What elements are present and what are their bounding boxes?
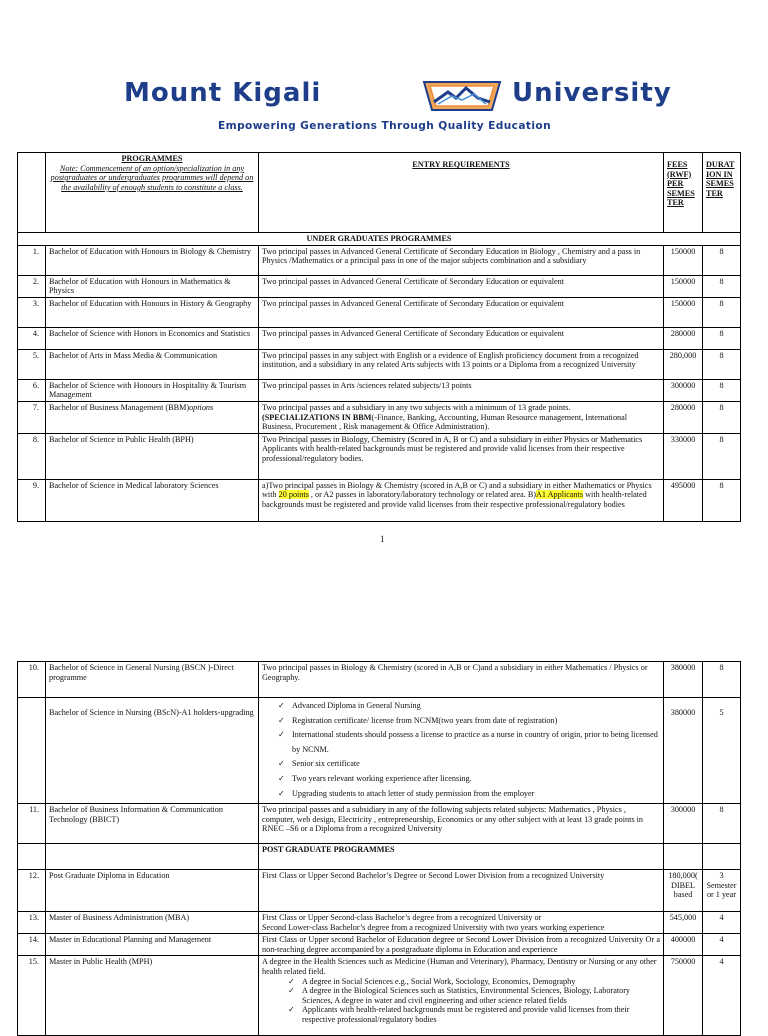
header-programmes: PROGRAMMES <box>121 154 183 163</box>
fee-value: 150000 <box>664 275 703 297</box>
header-fees: FEES (RWF) PER SEMES TER <box>667 160 695 208</box>
check-icon: ✓ <box>278 701 285 710</box>
programme-name: Master of Business Administration (MBA) <box>46 912 259 934</box>
row-number: 9. <box>18 479 46 521</box>
table-row <box>18 275 741 297</box>
programmes-table-page-2 <box>17 661 741 1036</box>
check-icon: ✓ <box>288 1005 295 1015</box>
list-item <box>278 787 660 802</box>
requirement-text: Two Principal passes in Biology, Chemistry (Scored in A, B or C) and a subsidiary in either Physics or Mathematics <box>262 434 643 444</box>
list-item <box>288 1005 660 1024</box>
programme-name: Bachelor of Business Information & Communication Technology (BBICT) <box>46 804 259 844</box>
fee-value: 750000 <box>664 956 703 1036</box>
header-entry-cell <box>259 153 664 233</box>
requirement-text-b: , or A2 passes in laboratory/laboratory technology or related area. B) <box>308 490 537 500</box>
programme-name: Bachelor of Science in Nursing (BScN)-A1 holders-upgrading <box>46 698 259 804</box>
entry-requirement <box>259 912 664 934</box>
duration-value: 8 <box>703 275 741 297</box>
page-number: 1 <box>380 534 385 544</box>
entry-requirement: Two principal passes in Advanced General Certificate of Secondary Education or equivalent <box>259 327 664 349</box>
duration-value: 8 <box>703 433 741 479</box>
table-row <box>18 698 741 804</box>
table-row <box>18 349 741 379</box>
requirement-text: a)Two principal passes in Biology & Chemistry (scored in A,B or C) and a subsidiary in either Mathematics or Physics with <box>262 480 652 500</box>
row-number: 15. <box>18 956 46 1036</box>
section-undergraduate: UNDER GRADUATES PROGRAMMES <box>18 233 741 246</box>
fee-value: 330000 <box>664 433 703 479</box>
programme-name: Bachelor of Education with Honours in Mathematics & Physics <box>46 275 259 297</box>
programme-name: Bachelor of Science with Honors in Economics and Statistics <box>46 327 259 349</box>
list-item-text: Advanced Diploma in General Nursing <box>292 701 421 710</box>
section-row <box>18 844 741 870</box>
requirement-note: Applicants with health-related backgrounds must be registered and provide valid licenses from their respective professional/regulatory bodies. <box>262 444 625 463</box>
row-number <box>18 698 46 804</box>
entry-requirement: Two principal passes in Advanced General Certificate of Secondary Education or equivalent <box>259 297 664 327</box>
row-number: 12. <box>18 870 46 912</box>
list-item-text: A degree in Social Sciences e.g., Social Work, Sociology, Economics, Demography <box>302 976 576 986</box>
fee-value: 380000 <box>664 698 703 804</box>
duration-value: 4 <box>703 934 741 956</box>
section-duration-cell <box>703 844 741 870</box>
row-number: 10. <box>18 662 46 698</box>
entry-requirement: Two principal passes in any subject with English or a evidence of English proficiency document from a recognized institution, and a subsidiary in any related Arts subjects with 13 points or a Diploma from a recognized University <box>259 349 664 379</box>
duration-value: 3 Semester or 1 year <box>703 870 741 912</box>
row-number: 3. <box>18 297 46 327</box>
table-row <box>18 245 741 275</box>
entry-requirement: Two principal passes in Arts /sciences related subjects/13 points <box>259 379 664 401</box>
programme-name: Bachelor of Arts in Mass Media & Communication <box>46 349 259 379</box>
row-number: 6. <box>18 379 46 401</box>
check-icon: ✓ <box>278 715 285 725</box>
duration-value: 5 <box>703 698 741 804</box>
fee-value: 280,000 <box>664 349 703 379</box>
section-row <box>18 233 741 246</box>
entry-requirement: Two principal passes and a subsidiary in any of the following subjects related subjects: Mathematics , Physics , computer, web design, Electricity , entrepreneurship, Economics or any other subject with at least 13 grade points in RNEC –S6 or a Diploma from a recognized University <box>259 804 664 844</box>
duration-value: 4 <box>703 956 741 1036</box>
table-row <box>18 870 741 912</box>
check-icon: ✓ <box>278 759 285 769</box>
check-icon: ✓ <box>288 986 295 996</box>
row-number: 1. <box>18 245 46 275</box>
list-item <box>278 714 660 729</box>
row-number: 14. <box>18 934 46 956</box>
programme-name: Master in Educational Planning and Management <box>46 934 259 956</box>
header-no-cell <box>18 153 46 233</box>
logo-tagline: Empowering Generations Through Quality Education <box>218 120 552 132</box>
programme-name: Bachelor of Education with Honours in Biology & Chemistry <box>46 245 259 275</box>
list-item-text: Registration certificate/ license from NCNM(two years from date of registration) <box>292 715 558 725</box>
duration-value: 8 <box>703 804 741 844</box>
header-fees-cell <box>664 153 703 233</box>
highlighted-a1-applicants: A1 Applicants <box>536 490 584 500</box>
row-number: 11. <box>18 804 46 844</box>
list-item <box>288 986 660 1005</box>
programme-name-text: Bachelor of Business Management (BBM) <box>49 402 190 412</box>
fee-value: 300000 <box>664 379 703 401</box>
logo-word-mount-kigali: Mount Kigali <box>124 78 322 108</box>
table-row <box>18 297 741 327</box>
university-logo <box>120 74 740 138</box>
duration-value: 8 <box>703 662 741 698</box>
requirement-text-2: Second Lower-class Bachelor’s degree from a recognized University with two years working experience <box>262 922 605 932</box>
section-no-cell <box>18 844 46 870</box>
table-row <box>18 662 741 698</box>
row-number: 4. <box>18 327 46 349</box>
entry-requirement <box>259 698 664 804</box>
entry-requirement: Two principal passes in Advanced General Certificate of Secondary Education or equivalent <box>259 275 664 297</box>
section-programme-cell <box>46 844 259 870</box>
entry-requirement <box>259 401 664 433</box>
header-entry-requirements: ENTRY REQUIREMENTS <box>412 160 510 169</box>
list-item-text: Senior six certificate <box>292 759 360 769</box>
check-icon: ✓ <box>278 788 285 798</box>
header-note: Note: Commencement of an option/specialization in any postgraduates or undergraduates programmes will depend on the availability of enough students to constitute a class. <box>50 163 254 192</box>
list-item <box>278 699 660 714</box>
fee-value: 150000 <box>664 297 703 327</box>
programme-name: Post Graduate Diploma in Education <box>46 870 259 912</box>
requirement-text: First Class or Upper Second-class Bachelor’s degree from a recognized University or <box>262 913 542 922</box>
requirement-checklist <box>262 699 660 801</box>
duration-value: 8 <box>703 401 741 433</box>
table-row <box>18 327 741 349</box>
duration-value: 4 <box>703 912 741 934</box>
row-number: 8. <box>18 433 46 479</box>
table-row <box>18 401 741 433</box>
fee-value: 400000 <box>664 934 703 956</box>
duration-value: 8 <box>703 297 741 327</box>
programme-name: Bachelor of Science in General Nursing (BSCN )-Direct programme <box>46 662 259 698</box>
list-item-text: A degree in the Biological Sciences such as Statistics, Environmental Sciences, Biology, Laboratory Sciences, A degree in water and civil engineering and other science related fields <box>302 986 631 1005</box>
programme-name: Bachelor of Science in Medical laboratory Sciences <box>46 479 259 521</box>
fee-value: 180,000( DIBEL based <box>664 870 703 912</box>
fee-value: 380000 <box>664 662 703 698</box>
table-header-row <box>18 153 741 233</box>
list-item <box>278 772 660 787</box>
fee-value: 545,000 <box>664 912 703 934</box>
fee-value: 300000 <box>664 804 703 844</box>
duration-value: 8 <box>703 349 741 379</box>
fee-value: 280000 <box>664 327 703 349</box>
table-row <box>18 934 741 956</box>
specializations-heading: (SPECIALIZATIONS IN BBM <box>262 412 372 422</box>
list-item-text: Upgrading students to attach letter of study permission from the employer <box>292 788 535 798</box>
requirement-text: Two principal passes and a subsidiary in any two subjects with a minimum of 13 grade points. <box>262 402 571 412</box>
programme-name <box>46 401 259 433</box>
check-icon: ✓ <box>288 976 295 986</box>
entry-requirement: Two principal passes in Biology & Chemistry (scored in A,B or C)and a subsidiary in either Mathematics / Physics or Geography. <box>259 662 664 698</box>
table-row <box>18 804 741 844</box>
entry-requirement: First Class or Upper Second Bachelor’s Degree or Second Lower Division from a recognized University <box>259 870 664 912</box>
entry-requirement <box>259 479 664 521</box>
row-number: 5. <box>18 349 46 379</box>
entry-requirement <box>259 433 664 479</box>
programme-name: Master in Public Health (MPH) <box>46 956 259 1036</box>
programmes-table-page-1 <box>17 152 741 522</box>
header-programmes-cell <box>46 153 259 233</box>
programme-name: Bachelor of Education with Honours in History & Geography <box>46 297 259 327</box>
list-item <box>278 728 660 757</box>
list-item-text: International students should possess a license to practice as a nurse in country of origin, prior to being licensed by NCNM. <box>292 730 658 754</box>
fee-value: 150000 <box>664 245 703 275</box>
table-row <box>18 433 741 479</box>
duration-value: 8 <box>703 245 741 275</box>
section-postgraduate: POST GRADUATE PROGRAMMES <box>259 844 664 870</box>
fee-value: 280000 <box>664 401 703 433</box>
header-duration: DURAT ION IN SEMES TER <box>706 160 735 198</box>
requirement-text: A degree in the Health Sciences such as Medicine (Human and Veterinary), Pharmacy, Dentistry or Nursing or any other health related field. <box>262 957 657 976</box>
check-icon: ✓ <box>278 730 285 740</box>
row-number: 7. <box>18 401 46 433</box>
specializations-list: (-Finance, Banking, Accounting, Human Resource management, International Business, Procurement , Risk management & Office Administration). <box>262 412 628 432</box>
list-item-text: Applicants with health-related backgrounds must be registered and provide valid licenses from their respective professional/regulatory bodies <box>302 1005 630 1024</box>
table-row <box>18 912 741 934</box>
list-item <box>278 757 660 772</box>
mountain-emblem-icon <box>420 76 504 112</box>
fee-value: 495000 <box>664 479 703 521</box>
list-item <box>288 977 660 987</box>
highlighted-points: 20 points <box>278 490 309 500</box>
entry-requirement: Two principal passes in Advanced General Certificate of Secondary Education in Biology , Chemistry and a pass in Physics /Mathematics or a principal pass in one of the major subjects combination and a subsidiary <box>259 245 664 275</box>
section-fee-cell <box>664 844 703 870</box>
table-row <box>18 379 741 401</box>
check-icon: ✓ <box>278 773 285 783</box>
header-duration-cell <box>703 153 741 233</box>
logo-word-university: University <box>512 78 672 108</box>
programme-name: Bachelor of Science in Public Health (BPH) <box>46 433 259 479</box>
programme-name: Bachelor of Science with Honours in Hospitality & Tourism Management <box>46 379 259 401</box>
entry-requirement: First Class or Upper second Bachelor of Education degree or Second Lower Division from a recognized University Or a non-teaching degree accompanied by a postgraduate diploma in Education and experience <box>259 934 664 956</box>
table-row <box>18 479 741 521</box>
duration-value: 8 <box>703 379 741 401</box>
duration-value: 8 <box>703 327 741 349</box>
list-item-text: Two years relevant working experience after licensing. <box>292 773 472 783</box>
requirement-text-c: with health-related backgrounds must be registered and provide valid licenses from their respective professional/regulatory bodies <box>262 490 647 509</box>
duration-value: 8 <box>703 479 741 521</box>
row-number: 13. <box>18 912 46 934</box>
requirement-checklist <box>262 977 660 1025</box>
row-number: 2. <box>18 275 46 297</box>
programme-suffix: options <box>189 402 214 412</box>
